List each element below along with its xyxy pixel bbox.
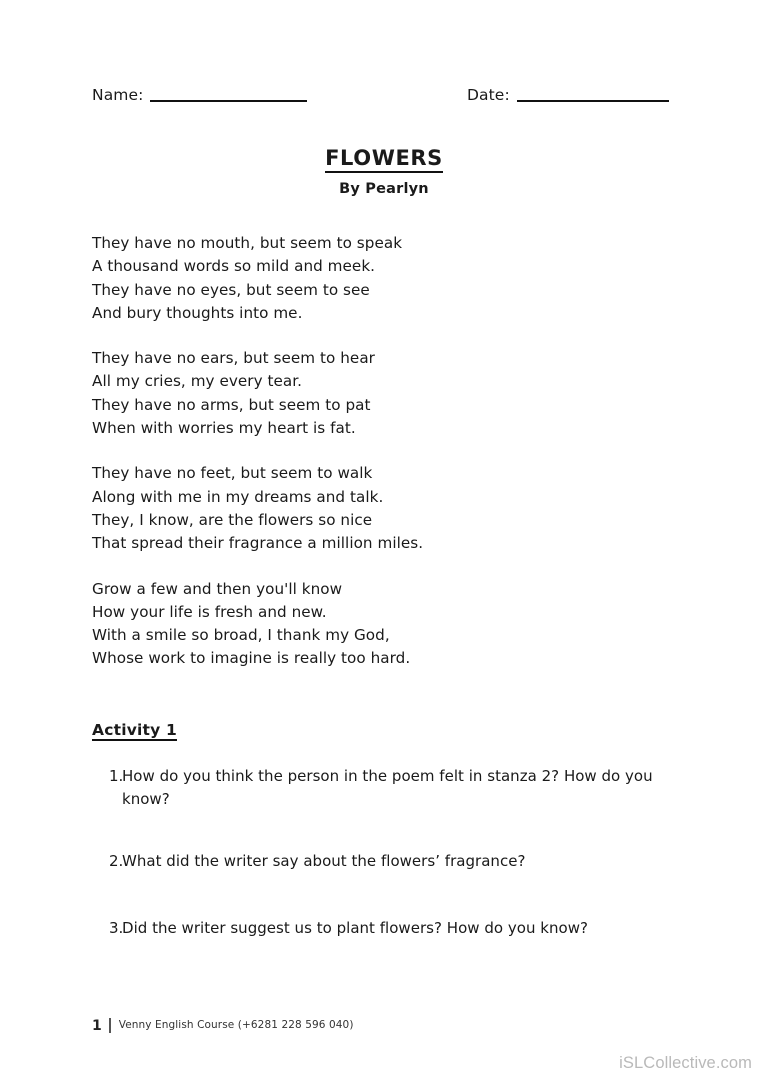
footer-divider	[109, 1018, 111, 1033]
poem-body	[92, 232, 562, 671]
activity-section	[92, 720, 682, 939]
title-block	[0, 146, 768, 197]
poem-stanza	[92, 462, 562, 555]
poem-line: They have no feet, but seem to walk	[92, 464, 373, 483]
question-body	[122, 917, 682, 940]
question-number: 1.	[109, 767, 124, 785]
footer	[92, 1018, 354, 1033]
poem-line: They have no eyes, but seem to see	[92, 280, 370, 299]
question-number: 3.	[109, 918, 124, 937]
poem-line: How your life is fresh and new.	[92, 602, 327, 621]
watermark: iSLCollective.com	[619, 1054, 752, 1072]
poem-line: With a smile so broad, I thank my God,	[92, 626, 390, 645]
poem-line: They have no mouth, but seem to speak	[92, 234, 403, 252]
question-item	[92, 917, 682, 940]
page-title: FLOWERS	[325, 146, 443, 173]
poem-line: When with worries my heart is fat.	[92, 419, 356, 438]
name-field[interactable]	[92, 88, 340, 104]
poem-line: They have no arms, but seem to pat	[92, 395, 371, 414]
author-byline: By Pearlyn	[339, 181, 429, 198]
date-field[interactable]	[467, 88, 669, 104]
date-label: Date:	[467, 86, 510, 104]
poem-line: They, I know, are the flowers so nice	[92, 510, 373, 529]
poem-line: And bury thoughts into me.	[92, 303, 303, 322]
question-item	[92, 765, 682, 810]
poem-line: Grow a few and then you'll know	[92, 579, 343, 598]
question-body	[122, 850, 682, 873]
poem-line: Whose work to imagine is really too hard.	[92, 649, 411, 668]
question-text: What did the writer say about the flowers’ fragrance?	[122, 852, 526, 870]
name-input-rule[interactable]	[150, 99, 307, 102]
poem-line: A thousand words so mild and meek.	[92, 257, 376, 276]
poem-line: All my cries, my every tear.	[92, 372, 303, 391]
page-number: 1	[92, 1017, 102, 1034]
poem-line: That spread their fragrance a million miles.	[92, 534, 424, 553]
header-fields	[92, 88, 680, 104]
poem-stanza	[92, 232, 562, 325]
footer-credit: Venny English Course (+6281 228 596 040)	[118, 1019, 354, 1032]
question-body	[122, 765, 682, 810]
question-number: 2.	[109, 852, 124, 870]
question-text: How do you think the person in the poem felt in stanza 2? How do you know?	[122, 767, 653, 808]
poem-line: They have no ears, but seem to hear	[92, 349, 375, 368]
poem-line: Along with me in my dreams and talk.	[92, 487, 384, 506]
poem-stanza	[92, 347, 562, 440]
name-label: Name:	[92, 86, 144, 104]
question-text: Did the writer suggest us to plant flowers? How do you know?	[122, 918, 588, 937]
date-input-rule[interactable]	[517, 99, 669, 102]
question-item	[92, 850, 682, 873]
activity-heading: Activity 1	[92, 721, 178, 739]
poem-stanza	[92, 578, 562, 671]
question-list	[92, 765, 682, 939]
